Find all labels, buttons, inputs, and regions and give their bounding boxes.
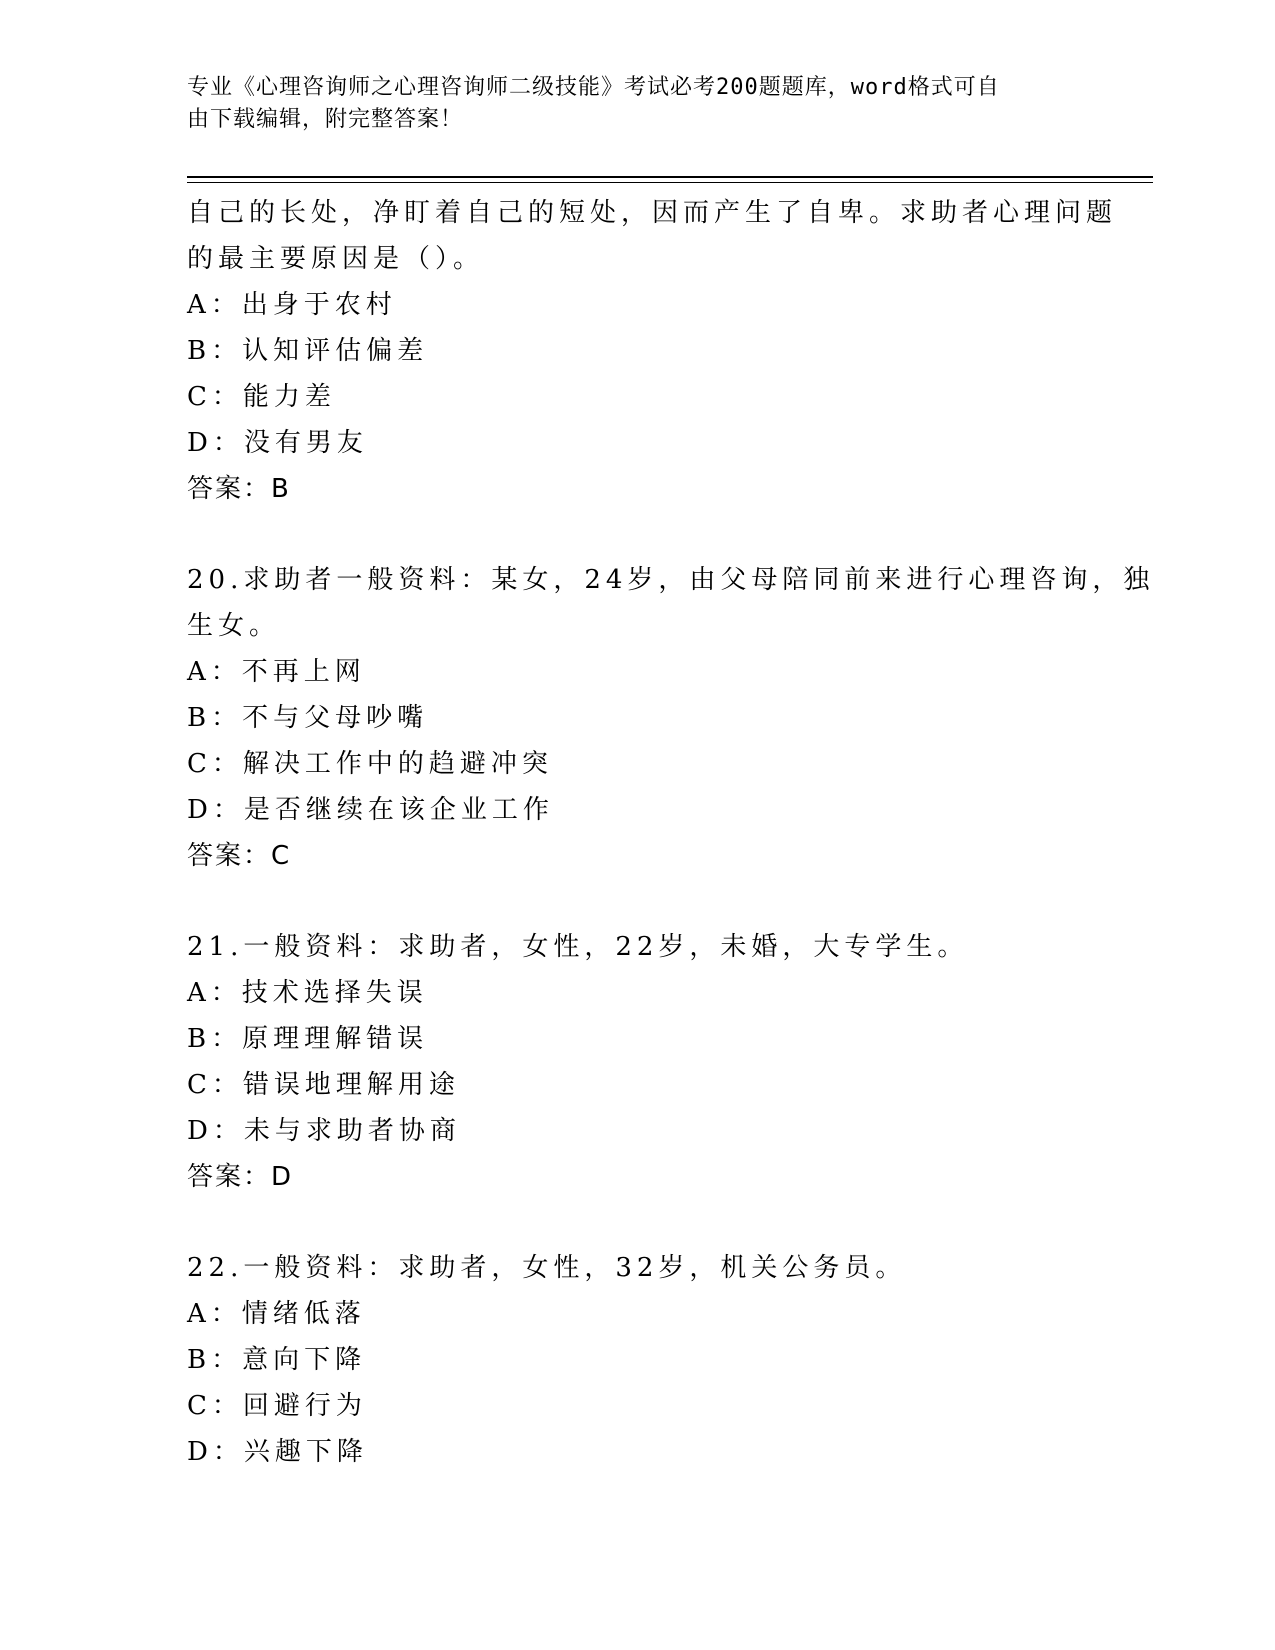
header-line-2: 由下载编辑，附完整答案！ [187,107,464,132]
option-b: B：意向下降 [187,1345,367,1375]
question-text-line: 的最主要原因是（）。 [187,244,485,274]
option-b: B：不与父母吵嘴 [187,703,429,733]
option-a: A：技术选择失误 [187,978,428,1008]
header-line-1: 专业《心理咨询师之心理咨询师二级技能》考试必考200题题库，word格式可自 [187,75,1000,100]
option-d: D：兴趣下降 [187,1437,368,1467]
option-d: D：没有男友 [187,428,368,458]
question-text-line: 21.一般资料：求助者，女性，22岁，未婚，大专学生。 [187,932,969,962]
question-19-continuation [187,190,1147,512]
answer-line: 答案：D [187,1162,294,1192]
option-c: C：解决工作中的趋避冲突 [187,749,553,779]
option-b: B：认知评估偏差 [187,336,429,366]
option-a: A：情绪低落 [187,1299,366,1329]
option-d: D：未与求助者协商 [187,1116,461,1146]
document-body [187,190,1155,1475]
option-b: B：原理理解错误 [187,1024,429,1054]
answer-line: 答案：B [187,474,291,504]
question-20 [187,557,1155,879]
question-text-line: 22.一般资料：求助者，女性，32岁，机关公务员。 [187,1253,907,1283]
header-divider-thick [187,176,1153,178]
option-a: A：出身于农村 [187,290,397,320]
option-c: C：回避行为 [187,1391,367,1421]
option-c: C：能力差 [187,382,336,412]
question-21 [187,924,1147,1200]
document-header [187,72,1087,136]
question-text-line: 自己的长处，净盯着自己的短处，因而产生了自卑。求助者心理问题 [187,198,1118,228]
question-22 [187,1245,1147,1475]
answer-line: 答案：C [187,841,292,871]
option-d: D：是否继续在该企业工作 [187,795,554,825]
option-a: A：不再上网 [187,657,366,687]
question-text-line: 20.求助者一般资料：某女，24岁，由父母陪同前来进行心理咨询，独 [187,565,1155,595]
header-divider-thin [187,182,1153,183]
question-text-line: 生女。 [187,611,281,641]
option-c: C：错误地理解用途 [187,1070,460,1100]
